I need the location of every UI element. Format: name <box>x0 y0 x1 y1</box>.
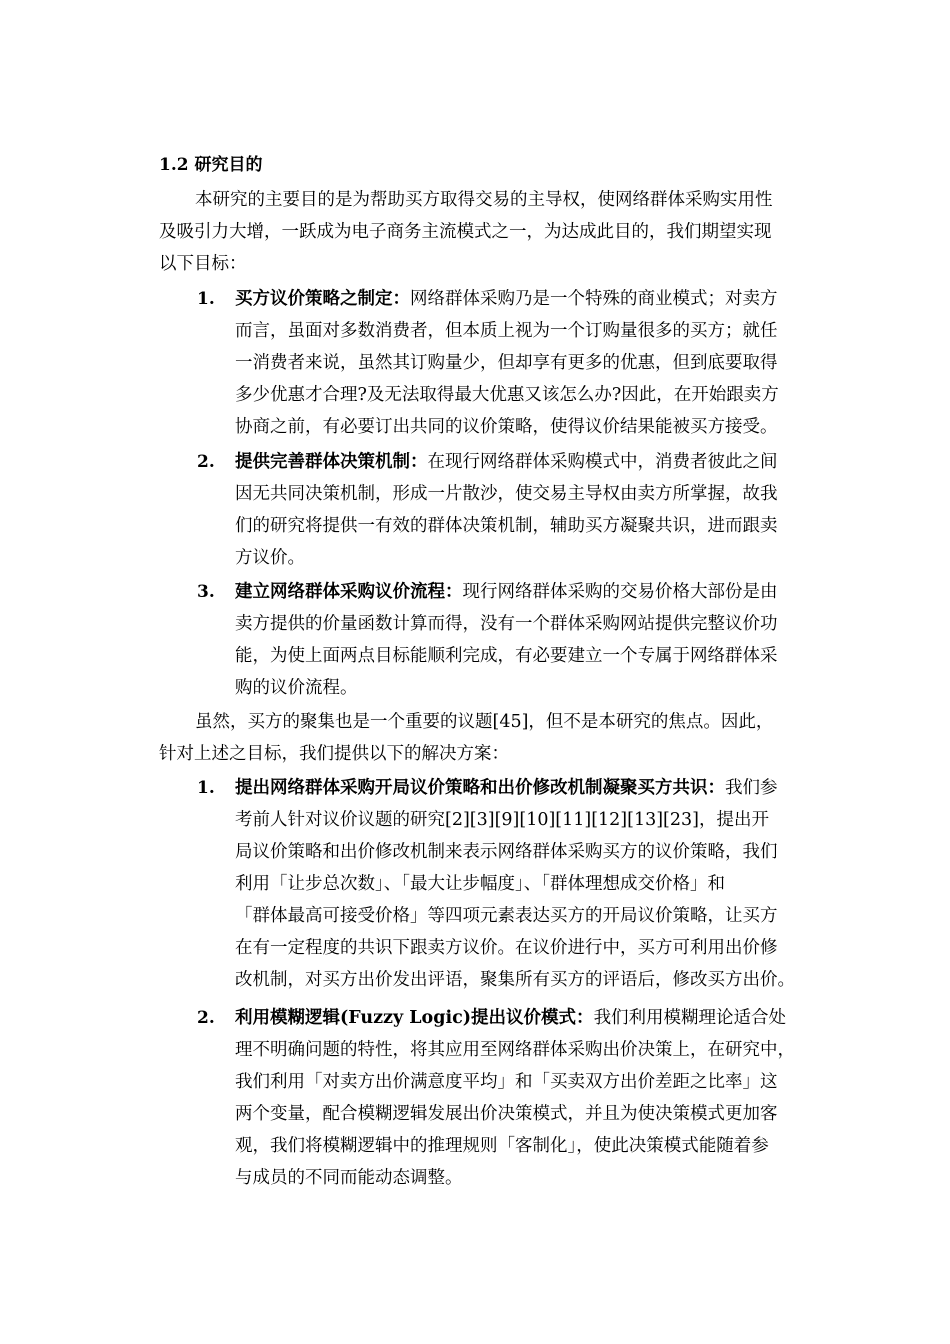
goal-text-line: 卖方提供的价量函数计算而得，没有一个群体采购网站提供完整议价功 <box>235 614 778 634</box>
goal-text-line: 而言，虽面对多数消费者，但本质上视为一个订购量很多的买方；就任 <box>235 321 778 341</box>
solution-text-line: 我们利用「对卖方出价满意度平均」和「买卖双方出价差距之比率」这 <box>235 1072 778 1092</box>
goal-text-line: 能，为使上面两点目标能顺利完成，有必要建立一个专属于网络群体采 <box>235 646 778 666</box>
goal-text: 在现行网络群体采购模式中，消费者彼此之间 <box>427 452 778 472</box>
transition-paragraph <box>159 706 839 770</box>
goal-number: 3. <box>197 582 215 602</box>
solution-text-line: 改机制，对买方出价发出评语，聚集所有买方的评语后，修改买方出价。 <box>235 970 795 990</box>
solution-body <box>235 1002 839 1194</box>
goal-number: 1. <box>197 289 215 309</box>
goal-text-line: 多少优惠才合理?及无法取得最大优惠又该怎么办?因此，在开始跟卖方 <box>235 385 779 405</box>
solution-title: 利用模糊逻辑(Fuzzy Logic)提出议价模式： <box>235 1008 594 1028</box>
solution-text-line: 利用「让步总次数」、「最大让步幅度」、「群体理想成交价格」和 <box>235 874 725 894</box>
goal-text-line: 方议价。 <box>235 548 305 568</box>
transition-line: 针对上述之目标，我们提供以下的解决方案： <box>159 744 509 764</box>
goal-title: 提供完善群体决策机制： <box>235 452 428 472</box>
solution-number: 2. <box>197 1008 215 1028</box>
goal-text-line: 一消费者来说，虽然其订购量少，但却享有更多的优惠，但到底要取得 <box>235 353 778 373</box>
solution-number: 1. <box>197 778 215 798</box>
solution-text-line: 在有一定程度的共识下跟卖方议价。在议价进行中，买方可利用出价修 <box>235 938 778 958</box>
solution-text: 我们参 <box>725 778 778 798</box>
intro-paragraph <box>159 184 839 280</box>
solution-body <box>235 772 839 996</box>
goal-title: 买方议价策略之制定： <box>235 289 410 309</box>
intro-line: 本研究的主要目的是为帮助买方取得交易的主导权，使网络群体采购实用性 <box>195 190 773 210</box>
goal-text-line: 们的研究将提供一有效的群体决策机制，辅助买方凝聚共识，进而跟卖 <box>235 516 778 536</box>
solution-text-line: 考前人针对议价议题的研究[2][3][9][10][11][12][13][23]，提出开 <box>235 810 769 830</box>
solution-text-line: 「群体最高可接受价格」等四项元素表达买方的开局议价策略，让买方 <box>235 906 778 926</box>
section-heading: 1.2 研究目的 <box>159 155 263 175</box>
goal-text: 现行网络群体采购的交易价格大部份是由 <box>462 582 778 602</box>
goal-body <box>235 446 839 574</box>
goal-body <box>235 283 839 443</box>
solution-text-line: 两个变量，配合模糊逻辑发展出价决策模式，并且为使决策模式更加客 <box>235 1104 778 1124</box>
goal-text-line: 购的议价流程。 <box>235 678 358 698</box>
solution-text-line: 观，我们将模糊逻辑中的推理规则「客制化」，使此决策模式能随着参 <box>235 1136 769 1156</box>
solution-text-line: 与成员的不同而能动态调整。 <box>235 1168 463 1188</box>
intro-line: 及吸引力大增，一跃成为电子商务主流模式之一，为达成此目的，我们期望实现 <box>159 222 772 242</box>
goal-number: 2. <box>197 452 215 472</box>
solution-text-line: 局议价策略和出价修改机制来表示网络群体采购买方的议价策略，我们 <box>235 842 778 862</box>
solution-title: 提出网络群体采购开局议价策略和出价修改机制凝聚买方共识： <box>235 778 725 798</box>
transition-line: 虽然，买方的聚集也是一个重要的议题[45]，但不是本研究的焦点。因此， <box>195 712 774 732</box>
goal-title: 建立网络群体采购议价流程： <box>235 582 463 602</box>
intro-line: 以下目标： <box>159 254 247 274</box>
solution-text: 我们利用模糊理论适合处 <box>593 1008 787 1028</box>
goal-text-line: 因无共同决策机制，形成一片散沙，使交易主导权由卖方所掌握，故我 <box>235 484 778 504</box>
solution-text-line: 理不明确问题的特性，将其应用至网络群体采购出价决策上，在研究中， <box>235 1040 795 1060</box>
goal-body <box>235 576 839 704</box>
goal-text-line: 协商之前，有必要订出共同的议价策略，使得议价结果能被买方接受。 <box>235 417 778 437</box>
goal-text: 网络群体采购乃是一个特殊的商业模式；对卖方 <box>410 289 778 309</box>
